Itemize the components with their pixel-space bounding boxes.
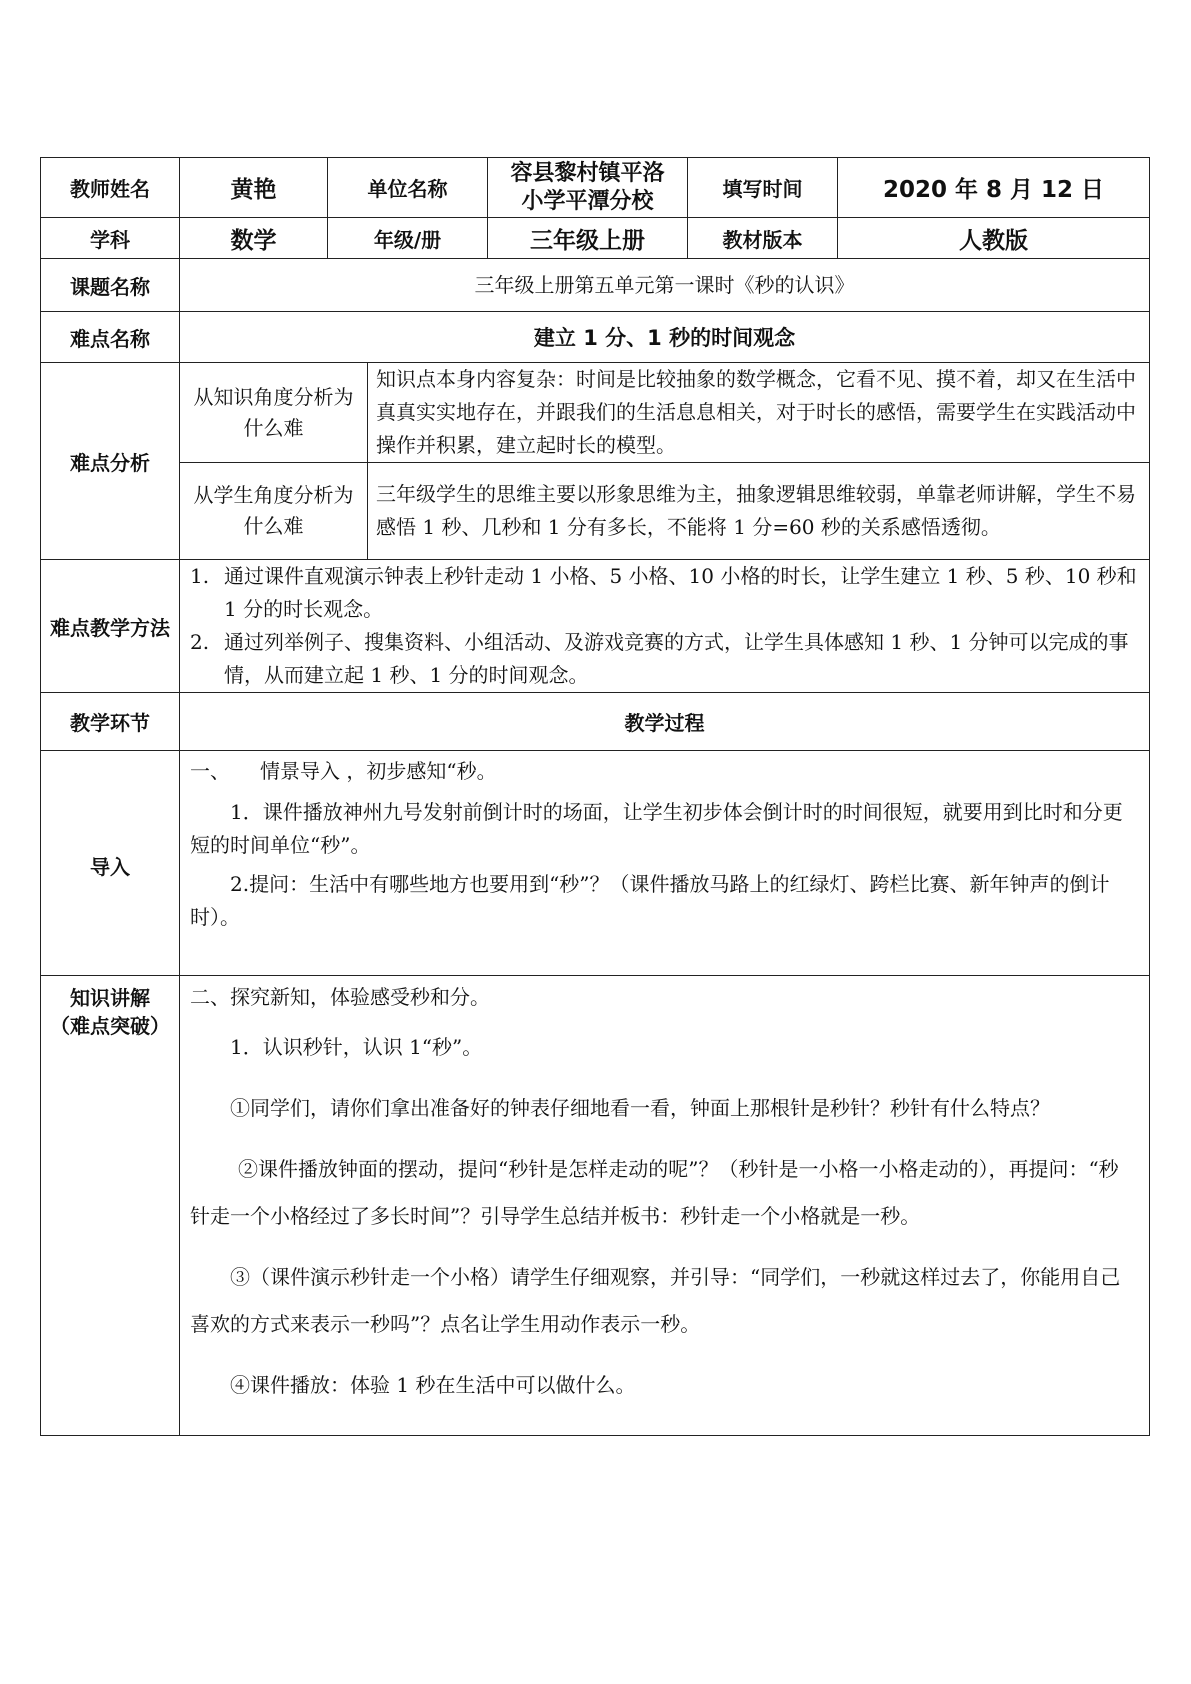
lecture-paragraph-3: ③（课件演示秒针走一个小格）请学生仔细观察，并引导：“同学们，一秒就这样过去了，你能用自己喜欢的方式来表示一秒吗”？点名让学生用动作表示一秒。 bbox=[190, 1265, 1121, 1336]
intro-heading: 一、 情景导入 ，初步感知“秒。 bbox=[190, 759, 497, 783]
lecture-heading: 二、探究新知，体验感受秒和分。 bbox=[190, 985, 490, 1009]
fill-time-value: 2020 年 8 月 12 日 bbox=[838, 158, 1150, 218]
student-angle-text: 三年级学生的思维主要以形象思维为主，抽象逻辑思维较弱，单靠老师讲解，学生不易感悟 1 秒、几秒和 1 分有多长，不能将 1 分=60 秒的关系感悟透彻。 bbox=[368, 463, 1150, 560]
lecture-paragraph-2: ②课件播放钟面的摆动，提问“秒针是怎样走动的呢”？（秒针是一小格一小格走动的），再提问：“秒针走一个小格经过了多长时间”？引导学生总结并板书：秒针走一个小格就是一秒。 bbox=[190, 1157, 1119, 1228]
lecture-paragraph-1: ①同学们，请你们拿出准备好的钟表仔细地看一看，钟面上那根针是秒针？秒针有什么特点？ bbox=[230, 1096, 1050, 1120]
lesson-plan-table bbox=[40, 157, 1150, 1436]
lecture-row bbox=[41, 976, 1150, 1436]
teaching-process-label: 教学过程 bbox=[180, 693, 1150, 751]
lecture-subheading: 1．认识秒针，认识 1“秒”。 bbox=[230, 1035, 483, 1059]
header-row-2 bbox=[41, 218, 1150, 259]
grade-label: 年级/册 bbox=[328, 218, 488, 259]
methods-list bbox=[180, 560, 1149, 692]
lecture-paragraph-4: ④课件播放：体验 1 秒在生活中可以做什么。 bbox=[230, 1373, 636, 1397]
lecture-label bbox=[41, 976, 180, 1436]
process-header-row bbox=[41, 693, 1150, 751]
fill-time-label: 填写时间 bbox=[688, 158, 838, 218]
analysis-knowledge-row bbox=[41, 363, 1150, 463]
knowledge-angle-label: 从知识角度分析为什么难 bbox=[180, 363, 368, 463]
intro-paragraph-1: 1．课件播放神州九号发射前倒计时的场面，让学生初步体会倒计时的时间很短，就要用到比时和分更短的时间单位“秒”。 bbox=[190, 800, 1123, 857]
header-row-1 bbox=[41, 158, 1150, 218]
list-item bbox=[180, 560, 1149, 626]
intro-content bbox=[180, 751, 1150, 976]
lesson-plan-page bbox=[40, 157, 1149, 1436]
grade-value: 三年级上册 bbox=[488, 218, 688, 259]
difficulty-value: 建立 1 分、1 秒的时间观念 bbox=[180, 312, 1150, 363]
lecture-label-line-2: （难点突破） bbox=[50, 1014, 170, 1038]
list-item bbox=[180, 626, 1149, 692]
methods-label: 难点教学方法 bbox=[41, 560, 180, 693]
student-angle-label: 从学生角度分析为什么难 bbox=[180, 463, 368, 560]
analysis-label: 难点分析 bbox=[41, 363, 180, 560]
list-item-number: 2. bbox=[190, 630, 210, 654]
intro-row bbox=[41, 751, 1150, 976]
textbook-value: 人教版 bbox=[838, 218, 1150, 259]
subject-value: 数学 bbox=[180, 218, 328, 259]
list-item-text: 通过列举例子、搜集资料、小组活动、及游戏竞赛的方式，让学生具体感知 1 秒、1 分钟可以完成的事情，从而建立起 1 秒、1 分的时间观念。 bbox=[224, 630, 1129, 687]
list-item-text: 通过课件直观演示钟表上秒针走动 1 小格、5 小格、10 小格的时长，让学生建立 1 秒、5 秒、10 秒和 1 分的时长观念。 bbox=[224, 564, 1137, 621]
textbook-label: 教材版本 bbox=[688, 218, 838, 259]
topic-value: 三年级上册第五单元第一课时《秒的认识》 bbox=[180, 259, 1150, 312]
lecture-label-line-1: 知识讲解 bbox=[70, 986, 150, 1010]
analysis-student-row bbox=[41, 463, 1150, 560]
list-item-number: 1. bbox=[190, 564, 210, 588]
difficulty-label: 难点名称 bbox=[41, 312, 180, 363]
unit-name-value: 容县黎村镇平洛小学平潭分校 bbox=[488, 158, 688, 218]
knowledge-angle-text: 知识点本身内容复杂：时间是比较抽象的数学概念，它看不见、摸不着，却又在生活中真真实实地存在，并跟我们的生活息息相关，对于时长的感悟，需要学生在实践活动中操作并积累，建立起时长的模型。 bbox=[368, 363, 1150, 463]
unit-name-label: 单位名称 bbox=[328, 158, 488, 218]
topic-label: 课题名称 bbox=[41, 259, 180, 312]
teacher-name-label: 教师姓名 bbox=[41, 158, 180, 218]
intro-paragraph-2: 2.提问：生活中有哪些地方也要用到“秒”？（课件播放马路上的红绿灯、跨栏比赛、新年钟声的倒计时）。 bbox=[190, 872, 1110, 929]
teacher-name-value: 黄艳 bbox=[180, 158, 328, 218]
methods-row bbox=[41, 560, 1150, 693]
lecture-content bbox=[180, 976, 1150, 1436]
methods-content bbox=[180, 560, 1150, 693]
topic-row bbox=[41, 259, 1150, 312]
subject-label: 学科 bbox=[41, 218, 180, 259]
teaching-stage-label: 教学环节 bbox=[41, 693, 180, 751]
difficulty-row bbox=[41, 312, 1150, 363]
intro-label: 导入 bbox=[41, 751, 180, 976]
